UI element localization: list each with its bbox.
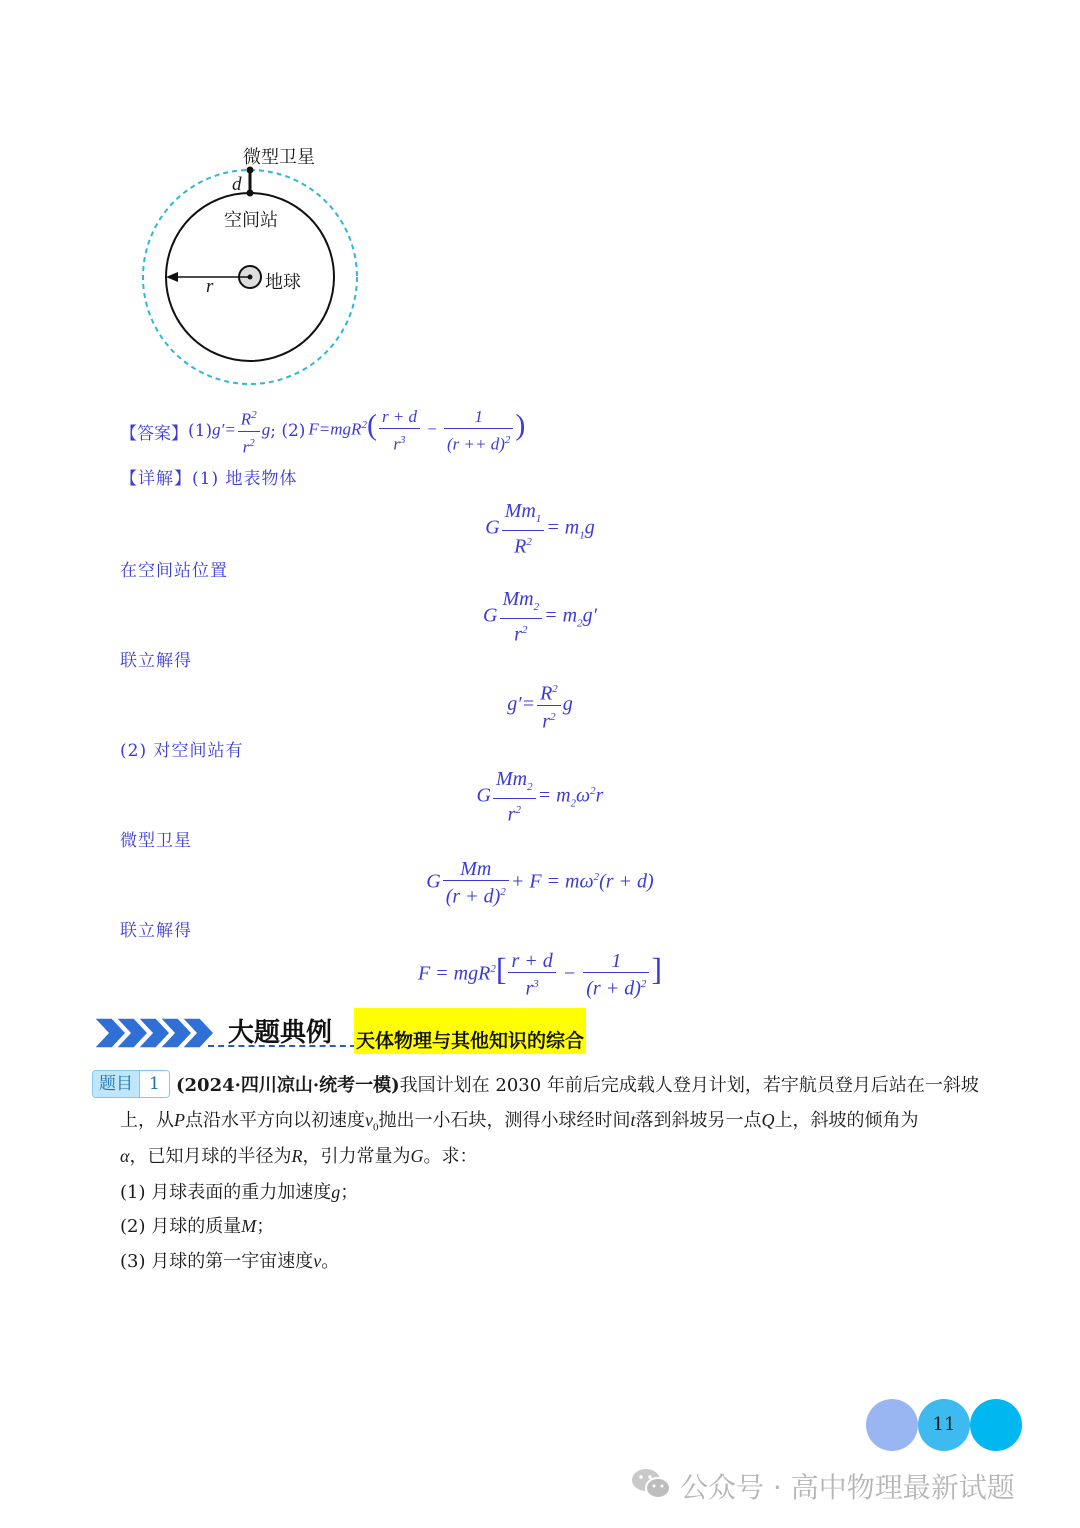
question-badge-label: 题目 [93,1071,139,1097]
question-badge [92,1070,170,1098]
answer-formula-1: g′= $\frac{R^2}{r^2}$ g [212,404,270,458]
q3-G: G [410,1146,424,1166]
q2-P: P [174,1110,185,1130]
question-line-1 [176,1071,979,1097]
equation-3: g′= $\frac{R^2}{r^2}$ g [0,678,1080,732]
section-title: 大题典例 [228,1018,333,1048]
question-sub-1 [120,1178,358,1204]
question-source: (2024·四川凉山·统考一模) [176,1075,400,1096]
section-chevrons-icon [94,1016,218,1050]
equation-2: G $\frac{Mm_2}{r^2}$ = $m_2g'$ [483,588,597,646]
question-line-2 [120,1106,919,1134]
d-label: d [232,174,242,195]
q3-f: 。求： [423,1146,478,1167]
answer-formula-2: F=mgR$^2$( $\frac{r + d}{r^3}$ − $\frac{1}{(r ++ d)^2}$ ) [308,407,526,454]
sub3-end: 。 [321,1251,340,1272]
sub1-text: (1) 月球表面的重力加速度 [120,1182,332,1203]
q3-d: ，引力常量为 [302,1146,411,1167]
sub1-end: ； [340,1182,359,1203]
question-line-3 [120,1142,477,1168]
question-badge-number: 1 [139,1071,169,1097]
equation-6: F = mgR$^2$[ $\frac{r + d}{r^3}$ − $\frac{1}{(r + d)^2}$ ] [417,950,663,1000]
detail-line-5: 微型卫星 [120,831,192,851]
r-label: r [206,276,214,297]
q2-t: t [630,1110,636,1130]
page-number: 11 [918,1399,970,1451]
satellite-label: 微型卫星 [243,147,315,168]
station-label: 空间站 [224,210,278,231]
answer-line [120,404,525,458]
wechat-icon [630,1466,672,1502]
q3-b: ，已知月球的半径为 [129,1146,292,1167]
detail-line-3: 联立解得 [120,651,192,671]
page-circle-left [866,1399,918,1451]
watermark-text: 公众号 · 高中物理最新试题 [680,1471,1015,1504]
section-underline-dashed [208,1045,356,1047]
sub3-var: v [313,1251,322,1271]
answer-part2-prefix: ; (2) [270,421,306,442]
page-circle-right [970,1399,1022,1451]
detail-line-1 [120,464,297,489]
q2-c: 点沿水平方向以初速度 [185,1110,365,1131]
sub2-end: ； [256,1216,275,1237]
sub2-var: M [241,1216,257,1236]
q2-e: 抛出一小石块，测得小球经时间 [378,1110,631,1131]
equation-5: G $\frac{Mm}{(r + d)^2}$ + $F = m\omega^2(r + d)$ [426,858,654,908]
q2-g: 落到斜坡另一点 [635,1110,762,1131]
answer-part1-prefix: (1) [188,421,213,442]
q3-R: R [291,1146,303,1166]
sub1-var: g [331,1182,341,1202]
question-text-1: 我国计划在 2030 年前后完成载人登月计划，若宇航员登月后站在一斜坡 [399,1075,979,1096]
q2-v0: $v_0$ [365,1110,379,1134]
earth-center [248,275,253,280]
q2-a: 上，从 [120,1110,174,1131]
detail-tag: 【详解】 [120,469,192,489]
answer-tag: 【答案】 [120,423,188,444]
radius-arrowhead [166,272,178,282]
equation-4: G $\frac{Mm_2}{r^2}$ = $m_2\omega^2r$ [476,768,604,826]
detail-text-1: (1) 地表物体 [192,469,298,489]
question-sub-3 [120,1247,339,1273]
earth-label: 地球 [265,272,301,293]
q2-Q: Q [761,1110,775,1130]
detail-line-4: (2) 对空间站有 [120,741,244,761]
q2-i: 上，斜坡的倾角为 [774,1110,919,1131]
orbit-diagram [120,140,380,390]
detail-line-6: 联立解得 [120,921,192,941]
station-dot [247,190,254,197]
question-sub-2 [120,1212,274,1238]
equation-1: G $\frac{Mm_1}{R^2}$ = $m_1g$ [485,500,595,558]
section-subtitle: 天体物理与其他知识的综合 [354,1008,586,1054]
sub2-text: (2) 月球的质量 [120,1216,242,1237]
sub3-text: (3) 月球的第一宇宙速度 [120,1251,314,1272]
q3-alpha: α [120,1146,130,1166]
detail-line-2: 在空间站位置 [120,561,228,581]
